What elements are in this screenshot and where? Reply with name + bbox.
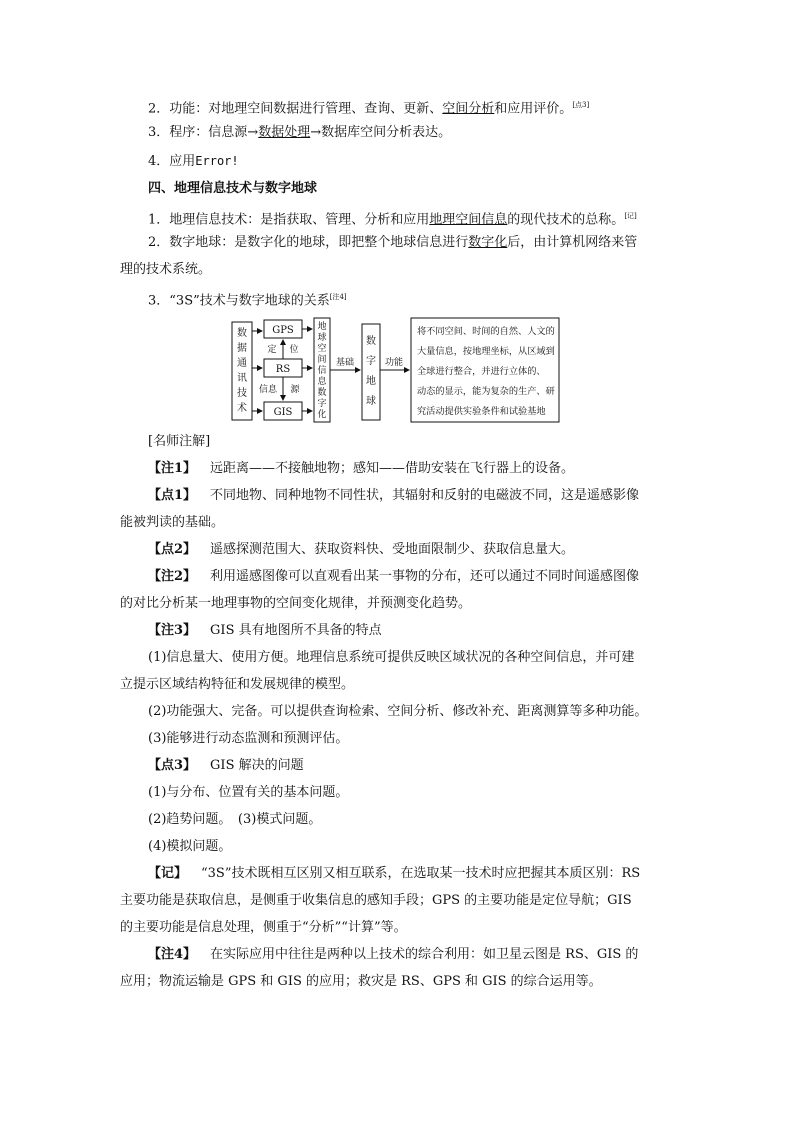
def2-underlined: 数字化 bbox=[468, 235, 508, 250]
procedure-text: 3．程序：信息源 bbox=[148, 125, 248, 140]
svg-text:球: 球 bbox=[317, 333, 327, 343]
notes-title: [名师注解] bbox=[148, 434, 211, 449]
application-item bbox=[148, 152, 708, 171]
def2-text: 2．数字地球：是数字化的地球，即把整个地球信息进行 bbox=[148, 235, 469, 250]
note4-continuation: 应用；物流运输是 GPS 和 GIS 的应用；救灾是 RS、GPS 和 GIS 的综合运用等。 bbox=[120, 974, 602, 989]
gis-label: GIS bbox=[273, 407, 293, 418]
svg-text:动态的显示，能为复杂的生产、研: 动态的显示，能为复杂的生产、研 bbox=[417, 386, 555, 397]
earth-info-label bbox=[317, 320, 327, 420]
note-item bbox=[148, 622, 708, 640]
svg-text:字: 字 bbox=[366, 356, 376, 367]
locate-label-2: 位 bbox=[289, 345, 299, 355]
svg-text:将不同空间、时间的自然、人文的: 将不同空间、时间的自然、人文的 bbox=[417, 326, 555, 337]
note-continuation: 能被判读的基础。 bbox=[120, 515, 225, 530]
note-item bbox=[148, 568, 708, 586]
note-text: GIS 具有地图所不具备的特点 bbox=[210, 623, 382, 638]
point3-item: (1)与分布、位置有关的基本问题。 bbox=[148, 785, 349, 800]
procedure-underlined: 数据处理 bbox=[258, 125, 311, 140]
3s-diagram bbox=[224, 314, 564, 426]
def3-text: 3．“3S”技术与数字地球的关系 bbox=[148, 293, 330, 309]
point3-item: (2)趋势问题。 (3)模式问题。 bbox=[148, 812, 322, 827]
note-tag: 【记】 bbox=[148, 866, 188, 881]
note-ref: [记] bbox=[624, 212, 637, 220]
note-text: 遥感探测范围大、获取资料快、受地面限制少、获取信息量大。 bbox=[210, 542, 575, 557]
def1-suffix: 的现代技术的总称。 bbox=[507, 212, 625, 228]
memo-continuation: 的主要功能是信息处理，侧重于“分析”“计算”等。 bbox=[120, 920, 407, 935]
definition-continuation: 理的技术系统。 bbox=[120, 262, 212, 277]
section-heading: 四、地理信息技术与数字地球 bbox=[148, 181, 318, 196]
note-text: “3S”技术既相互区别又相互联系，在选取某一技术时应把握其本质区别：RS bbox=[201, 866, 641, 881]
point3-item: (4)模拟问题。 bbox=[148, 839, 232, 854]
note-text: GIS 解决的问题 bbox=[210, 758, 304, 773]
digital-earth-label bbox=[366, 334, 376, 407]
rs-label: RS bbox=[275, 364, 291, 375]
note-tag: 【注3】 bbox=[148, 623, 197, 638]
note-ref: [点3] bbox=[572, 101, 590, 109]
svg-text:技: 技 bbox=[237, 388, 247, 399]
svg-text:字: 字 bbox=[317, 399, 327, 409]
memo-item bbox=[148, 865, 708, 883]
svg-text:空: 空 bbox=[317, 344, 327, 354]
note-tag: 【点3】 bbox=[148, 758, 197, 773]
svg-text:大量信息，按地理坐标，从区域到: 大量信息，按地理坐标，从区域到 bbox=[417, 346, 555, 357]
svg-text:数: 数 bbox=[366, 336, 376, 347]
svg-text:间: 间 bbox=[317, 355, 327, 365]
base-label: 基础 bbox=[335, 358, 355, 368]
svg-text:通: 通 bbox=[237, 358, 247, 369]
note3-item: (1)信息量大、使用方便。地理信息系统可提供反映区域状况的各种空间信息，并可建 bbox=[148, 650, 635, 665]
svg-text:术: 术 bbox=[237, 403, 247, 414]
note-tag: 【注4】 bbox=[148, 947, 197, 962]
note-tag: 【注2】 bbox=[148, 569, 197, 584]
note-tag: 【注1】 bbox=[148, 461, 197, 476]
application-text: 4．应用 bbox=[148, 154, 196, 169]
note-item bbox=[148, 541, 708, 559]
definition-digital-earth bbox=[148, 234, 708, 252]
locate-label-1: 定 bbox=[267, 345, 277, 355]
def2-suffix: 后，由计算机网络来管 bbox=[507, 235, 638, 250]
source-label-1: 信息 bbox=[258, 385, 278, 395]
function-label: 功能 bbox=[384, 358, 404, 368]
svg-text:数: 数 bbox=[237, 328, 247, 339]
function-suffix: 和应用评价。 bbox=[494, 101, 573, 117]
note4-item bbox=[148, 946, 708, 964]
svg-text:究活动提供实验条件和试验基地: 究活动提供实验条件和试验基地 bbox=[417, 406, 546, 417]
function-item bbox=[148, 96, 708, 118]
procedure-item bbox=[148, 124, 708, 142]
svg-text:球: 球 bbox=[366, 396, 376, 407]
procedure-suffix: 数据库空间分析表达。 bbox=[321, 125, 452, 140]
note-item bbox=[148, 487, 708, 505]
note3-item: (3)能够进行动态监测和预测评估。 bbox=[148, 731, 349, 746]
note3-continuation: 立提示区域结构特征和发展规律的模型。 bbox=[120, 677, 355, 692]
source-label-2: 源 bbox=[290, 385, 300, 395]
def1-text: 1．地理信息技术：是指获取、管理、分析和应用 bbox=[148, 212, 430, 228]
function-text: 2．功能：对地理空间数据进行管理、查询、更新、 bbox=[148, 101, 443, 117]
svg-text:数: 数 bbox=[317, 388, 327, 398]
note3-item: (2)功能强大、完备。可以提供查询检索、空间分析、修改补充、距离测算等多种功能。 bbox=[148, 704, 648, 719]
note-item bbox=[148, 460, 708, 478]
function-underlined: 空间分析 bbox=[442, 101, 495, 117]
svg-text:信: 信 bbox=[317, 366, 327, 376]
note-tag: 【点2】 bbox=[148, 542, 197, 557]
note-ref: [注4] bbox=[329, 293, 347, 301]
definition-gis-tech bbox=[148, 207, 708, 229]
note-continuation: 的对比分析某一地理事物的空间变化规律，并预测变化趋势。 bbox=[120, 596, 472, 611]
note-text: 不同地物、同种地物不同性状，其辐射和反射的电磁波不同，这是遥感影像 bbox=[210, 488, 640, 503]
svg-text:化: 化 bbox=[317, 410, 327, 420]
note-text: 远距离——不接触地物；感知——借助安装在飞行器上的设备。 bbox=[210, 461, 575, 476]
svg-text:息: 息 bbox=[317, 377, 327, 387]
svg-text:讯: 讯 bbox=[237, 373, 247, 384]
note-text: 利用遥感图像可以直观看出某一事物的分布，还可以通过不同时间遥感图像 bbox=[210, 569, 640, 584]
arrow-icon: → bbox=[310, 125, 322, 140]
svg-text:全球进行整合，并进行立体的、: 全球进行整合，并进行立体的、 bbox=[417, 366, 546, 377]
arrow-icon: → bbox=[247, 125, 259, 140]
point3-heading bbox=[148, 757, 708, 775]
note-text: 在实际应用中往往是两种以上技术的综合利用：如卫星云图是 RS、GIS 的 bbox=[210, 947, 639, 962]
relation-heading bbox=[148, 288, 708, 310]
description-text bbox=[417, 325, 555, 417]
svg-text:地: 地 bbox=[366, 376, 376, 387]
memo-continuation: 主要功能是获取信息，是侧重于收集信息的感知手段；GPS 的主要功能是定位导航；GIS bbox=[120, 893, 632, 908]
gps-label: GPS bbox=[272, 325, 294, 336]
svg-text:据: 据 bbox=[237, 343, 247, 354]
data-comm-label bbox=[237, 326, 247, 414]
note-tag: 【点1】 bbox=[148, 488, 197, 503]
svg-text:地: 地 bbox=[317, 322, 327, 332]
application-error: Error! bbox=[195, 154, 239, 168]
def1-underlined: 地理空间信息 bbox=[429, 212, 508, 228]
